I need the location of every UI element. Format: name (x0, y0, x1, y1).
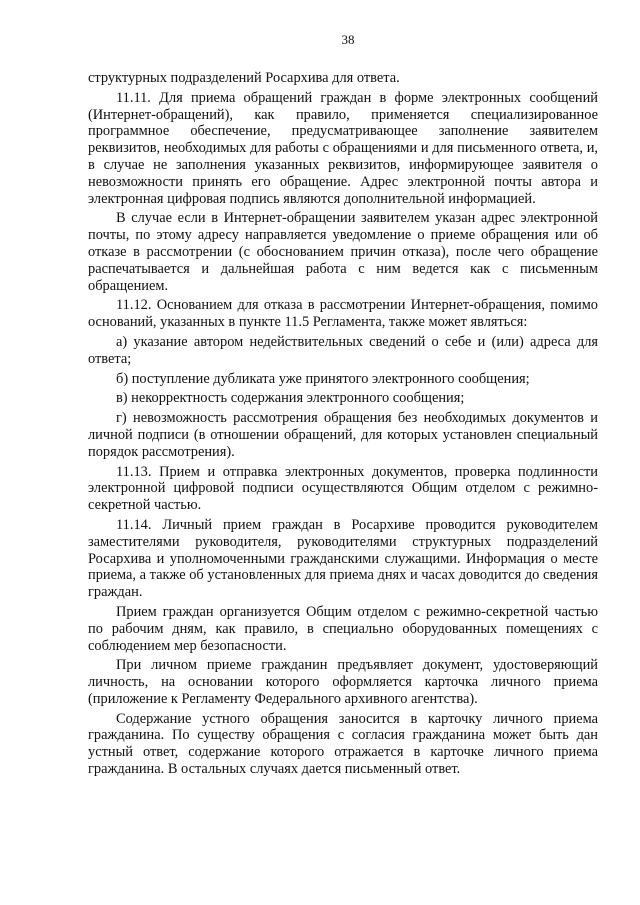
paragraph: 11.11. Для приема обращений граждан в форме электронных сообщений (Интернет-обращений), как правило, применяется специализированное программное обеспечение, предусматривающее заполнение заявителем реквизитов, необходимых для работы с обращениями и для письменного ответа, и, в случае не заполнения указанных реквизитов, информирующее заявителя о невозможности принять его обращение. Адрес электронной почты автора и электронная цифровая подпись являются дополнительной информацией. (88, 89, 598, 207)
paragraph: 11.14. Личный прием граждан в Росархиве проводится руководителем заместителями руководителя, руководителями структурных подразделений Росархива и уполномоченными гражданскими служащими. Информация о месте приема, а также об установленных для приема днях и часах доводится до сведения граждан. (88, 516, 598, 601)
paragraph: Прием граждан организуется Общим отделом с режимно-секретной частью по рабочим дням, как правило, в специально оборудованных помещениях с соблюдением мер безопасности. (88, 603, 598, 654)
document-body (88, 70, 598, 778)
paragraph: В случае если в Интернет-обращении заявителем указан адрес электронной почты, по этому адресу направляется уведомление о приеме обращения или об отказе в рассмотрении (с обоснованием причин отказа), после чего обращение распечатывается и дальнейшая работа с ним ведется как с письменным обращением. (88, 210, 598, 294)
paragraph: При личном приеме гражданин предъявляет документ, удостоверяющий личность, на основании которого оформляется карточка личного приема (приложение к Регламенту Федерального архивного агентства). (88, 657, 598, 707)
paragraph: Содержание устного обращения заносится в карточку личного приема гражданина. По существу обращения с согласия гражданина может быть дан устный ответ, содержание которого отражается в карточке личного приема гражданина. В остальных случаях дается письменный ответ. (88, 710, 598, 778)
paragraph: г) невозможность рассмотрения обращения без необходимых документов и личной подписи (в отношении обращений, для которых установлен специальный порядок рассмотрения). (88, 410, 598, 460)
paragraph: б) поступление дубликата уже принятого электронного сообщения; (116, 370, 530, 387)
paragraph: 11.13. Прием и отправка электронных документов, проверка подлинности электронной цифровой подписи осуществляются Общим отделом с режимно-секретной частью. (88, 463, 598, 514)
paragraph: структурных подразделений Росархива для ответа. (88, 70, 400, 86)
paragraph: 11.12. Основанием для отказа в рассмотрении Интернет-обращения, помимо оснований, указанных в пункте 11.5 Регламента, также может являться: (88, 297, 598, 331)
page-number: 38 (341, 32, 355, 47)
paragraph: а) указание автором недействительных сведений о себе и (или) адреса для ответа; (88, 333, 598, 367)
paragraph: в) некорректность содержания электронного сообщения; (116, 390, 465, 407)
